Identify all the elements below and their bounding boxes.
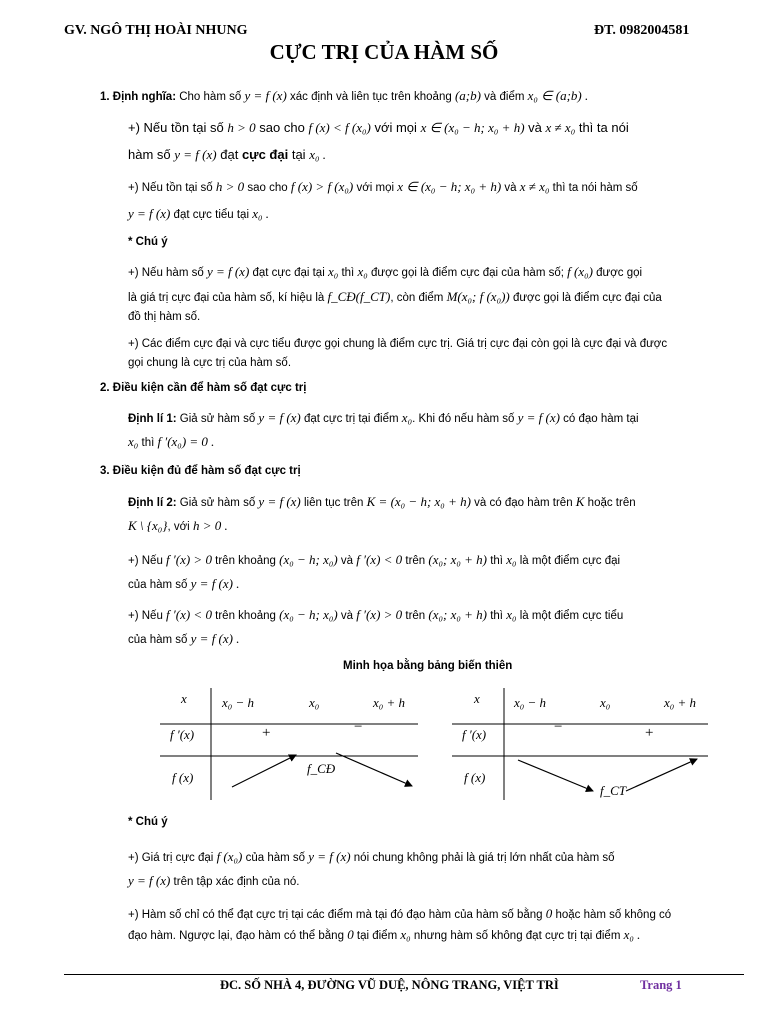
note-b-line-2: đạo hàm. Ngược lại, đạo hàm có thể bằng 0 tại điểm x₀ nhưng hàm số không đạt cực trị tại điểm x₀ .	[128, 927, 641, 942]
footer-divider	[64, 974, 744, 975]
table-minimum	[452, 688, 708, 800]
phone-number: ĐT. 0982004581	[594, 23, 690, 38]
condition-max-line-2: của hàm số y = f (x) .	[128, 576, 240, 591]
table-left-arrow-up	[232, 755, 296, 787]
table-right-f-label: f (x)	[464, 770, 486, 785]
note-2-line-2: gọi chung là cực trị của hàm số.	[128, 357, 292, 369]
condition-max-line-1: +) Nếu f ′(x) > 0 trên khoảng (x₀ − h; x₀) và f ′(x) < 0 trên (x₀; x₀ + h) thì x₀ là một điểm cực đại	[128, 552, 621, 567]
note-heading: * Chú ý	[128, 236, 168, 248]
theorem-1-line-2: x₀ thì f ′(x₀) = 0 .	[128, 434, 215, 449]
table-right-x1: x₀ − h	[514, 695, 547, 710]
minimum-definition-line-1: +) Nếu tồn tại số h > 0 sao cho f (x) > f (x₀) với mọi x ∈ (x₀ − h; x₀ + h) và x ≠ x₀ thì ta nói hàm số	[128, 179, 638, 194]
note-a-line-1: +) Giá trị cực đại f (x₀) của hàm số y = f (x) nói chung không phải là giá trị lớn nhất của hàm số	[128, 849, 615, 864]
page-title: CỰC TRỊ CỦA HÀM SỐ	[269, 40, 499, 64]
table-left-x-label: x	[181, 691, 187, 706]
table-right-arrow-down	[518, 760, 593, 791]
page-number: Trang 1	[640, 978, 682, 992]
section-1-heading: 1. Định nghĩa:	[100, 91, 177, 103]
table-left-sign-1: +	[262, 725, 271, 741]
table-left-x2: x₀	[309, 695, 320, 710]
table-left-extremum: f_CĐ	[307, 761, 336, 776]
footer-address: ĐC. SỐ NHÀ 4, ĐƯỜNG VŨ DUỆ, NÔNG TRANG, VIỆT TRÌ	[220, 978, 559, 992]
table-right-sign-2: +	[645, 725, 654, 741]
note-1-line-1: +) Nếu hàm số y = f (x) đạt cực đại tại x₀ thì x₀ được gọi là điểm cực đại của hàm số; f (x₀) được gọi	[128, 264, 643, 279]
condition-min-line-1: +) Nếu f ′(x) < 0 trên khoảng (x₀ − h; x₀) và f ′(x) > 0 trên (x₀; x₀ + h) thì x₀ là một điểm cực tiểu	[128, 607, 624, 622]
theorem-2-line-2: K \ {x₀}, với h > 0 .	[128, 518, 228, 533]
condition-min-line-2: của hàm số y = f (x) .	[128, 631, 240, 646]
theorem-1-line-1: Định lí 1: Giả sử hàm số y = f (x) đạt cực trị tại điểm x₀. Khi đó nếu hàm số y = f (x) có đạo hàm tại	[128, 410, 639, 425]
table-maximum	[160, 688, 418, 800]
table-left-fprime-label: f ′(x)	[170, 727, 195, 742]
table-left-x3: x₀ + h	[373, 695, 406, 710]
note-1-line-3: đồ thị hàm số.	[128, 311, 201, 323]
table-left-arrow-down	[336, 753, 412, 786]
table-right-x2: x₀	[600, 695, 611, 710]
table-right-arrow-up	[626, 759, 697, 791]
table-right-extremum: f_CT	[600, 783, 627, 798]
section-3-heading: 3. Điều kiện đủ để hàm số đạt cực trị	[100, 465, 301, 477]
note-b-line-1: +) Hàm số chỉ có thể đạt cực trị tại các điểm mà tại đó đạo hàm của hàm số bằng 0 hoặc hàm số không có	[128, 906, 672, 921]
maximum-definition-line-2: hàm số y = f (x) đạt cực đại tại x₀ .	[128, 147, 326, 162]
table-left-f-label: f (x)	[172, 770, 194, 785]
illustration-caption: Minh họa bằng bảng biến thiên	[343, 660, 513, 672]
note-1-line-2: là giá trị cực đại của hàm số, kí hiệu là f_CĐ(f_CT), còn điểm M(x₀; f (x₀)) được gọi là điểm cực đại của	[128, 289, 662, 304]
note-2-heading: * Chú ý	[128, 816, 168, 828]
table-right-fprime-label: f ′(x)	[462, 727, 487, 742]
theorem-2-line-1: Định lí 2: Giả sử hàm số y = f (x) liên tục trên K = (x₀ − h; x₀ + h) và có đạo hàm trên K hoặc trên	[128, 494, 636, 509]
table-left-sign-2: −	[354, 719, 363, 735]
minimum-definition-line-2: y = f (x) đạt cực tiểu tại x₀ .	[128, 206, 270, 221]
definition-line: 1. Định nghĩa: Cho hàm số y = f (x) xác định và liên tục trên khoảng (a;b) và điểm x₀ ∈ (a;b) .	[100, 88, 589, 103]
note-a-line-2: y = f (x) trên tập xác định của nó.	[128, 873, 300, 888]
table-right-x3: x₀ + h	[664, 695, 697, 710]
maximum-definition-line-1: +) Nếu tồn tại số h > 0 sao cho f (x) < f (x₀) với mọi x ∈ (x₀ − h; x₀ + h) và x ≠ x₀ thì ta nói	[128, 120, 629, 135]
note-2-line-1: +) Các điểm cực đại và cực tiểu được gọi chung là điểm cực trị. Giá trị cực đại còn gọi là cực đại và được	[128, 338, 668, 350]
table-left-x1: x₀ − h	[222, 695, 255, 710]
table-right-sign-1: −	[554, 719, 563, 735]
table-right-x-label: x	[474, 691, 480, 706]
section-2-heading: 2. Điều kiện cần để hàm số đạt cực trị	[100, 382, 307, 394]
teacher-name: GV. NGÔ THỊ HOÀI NHUNG	[64, 23, 248, 38]
